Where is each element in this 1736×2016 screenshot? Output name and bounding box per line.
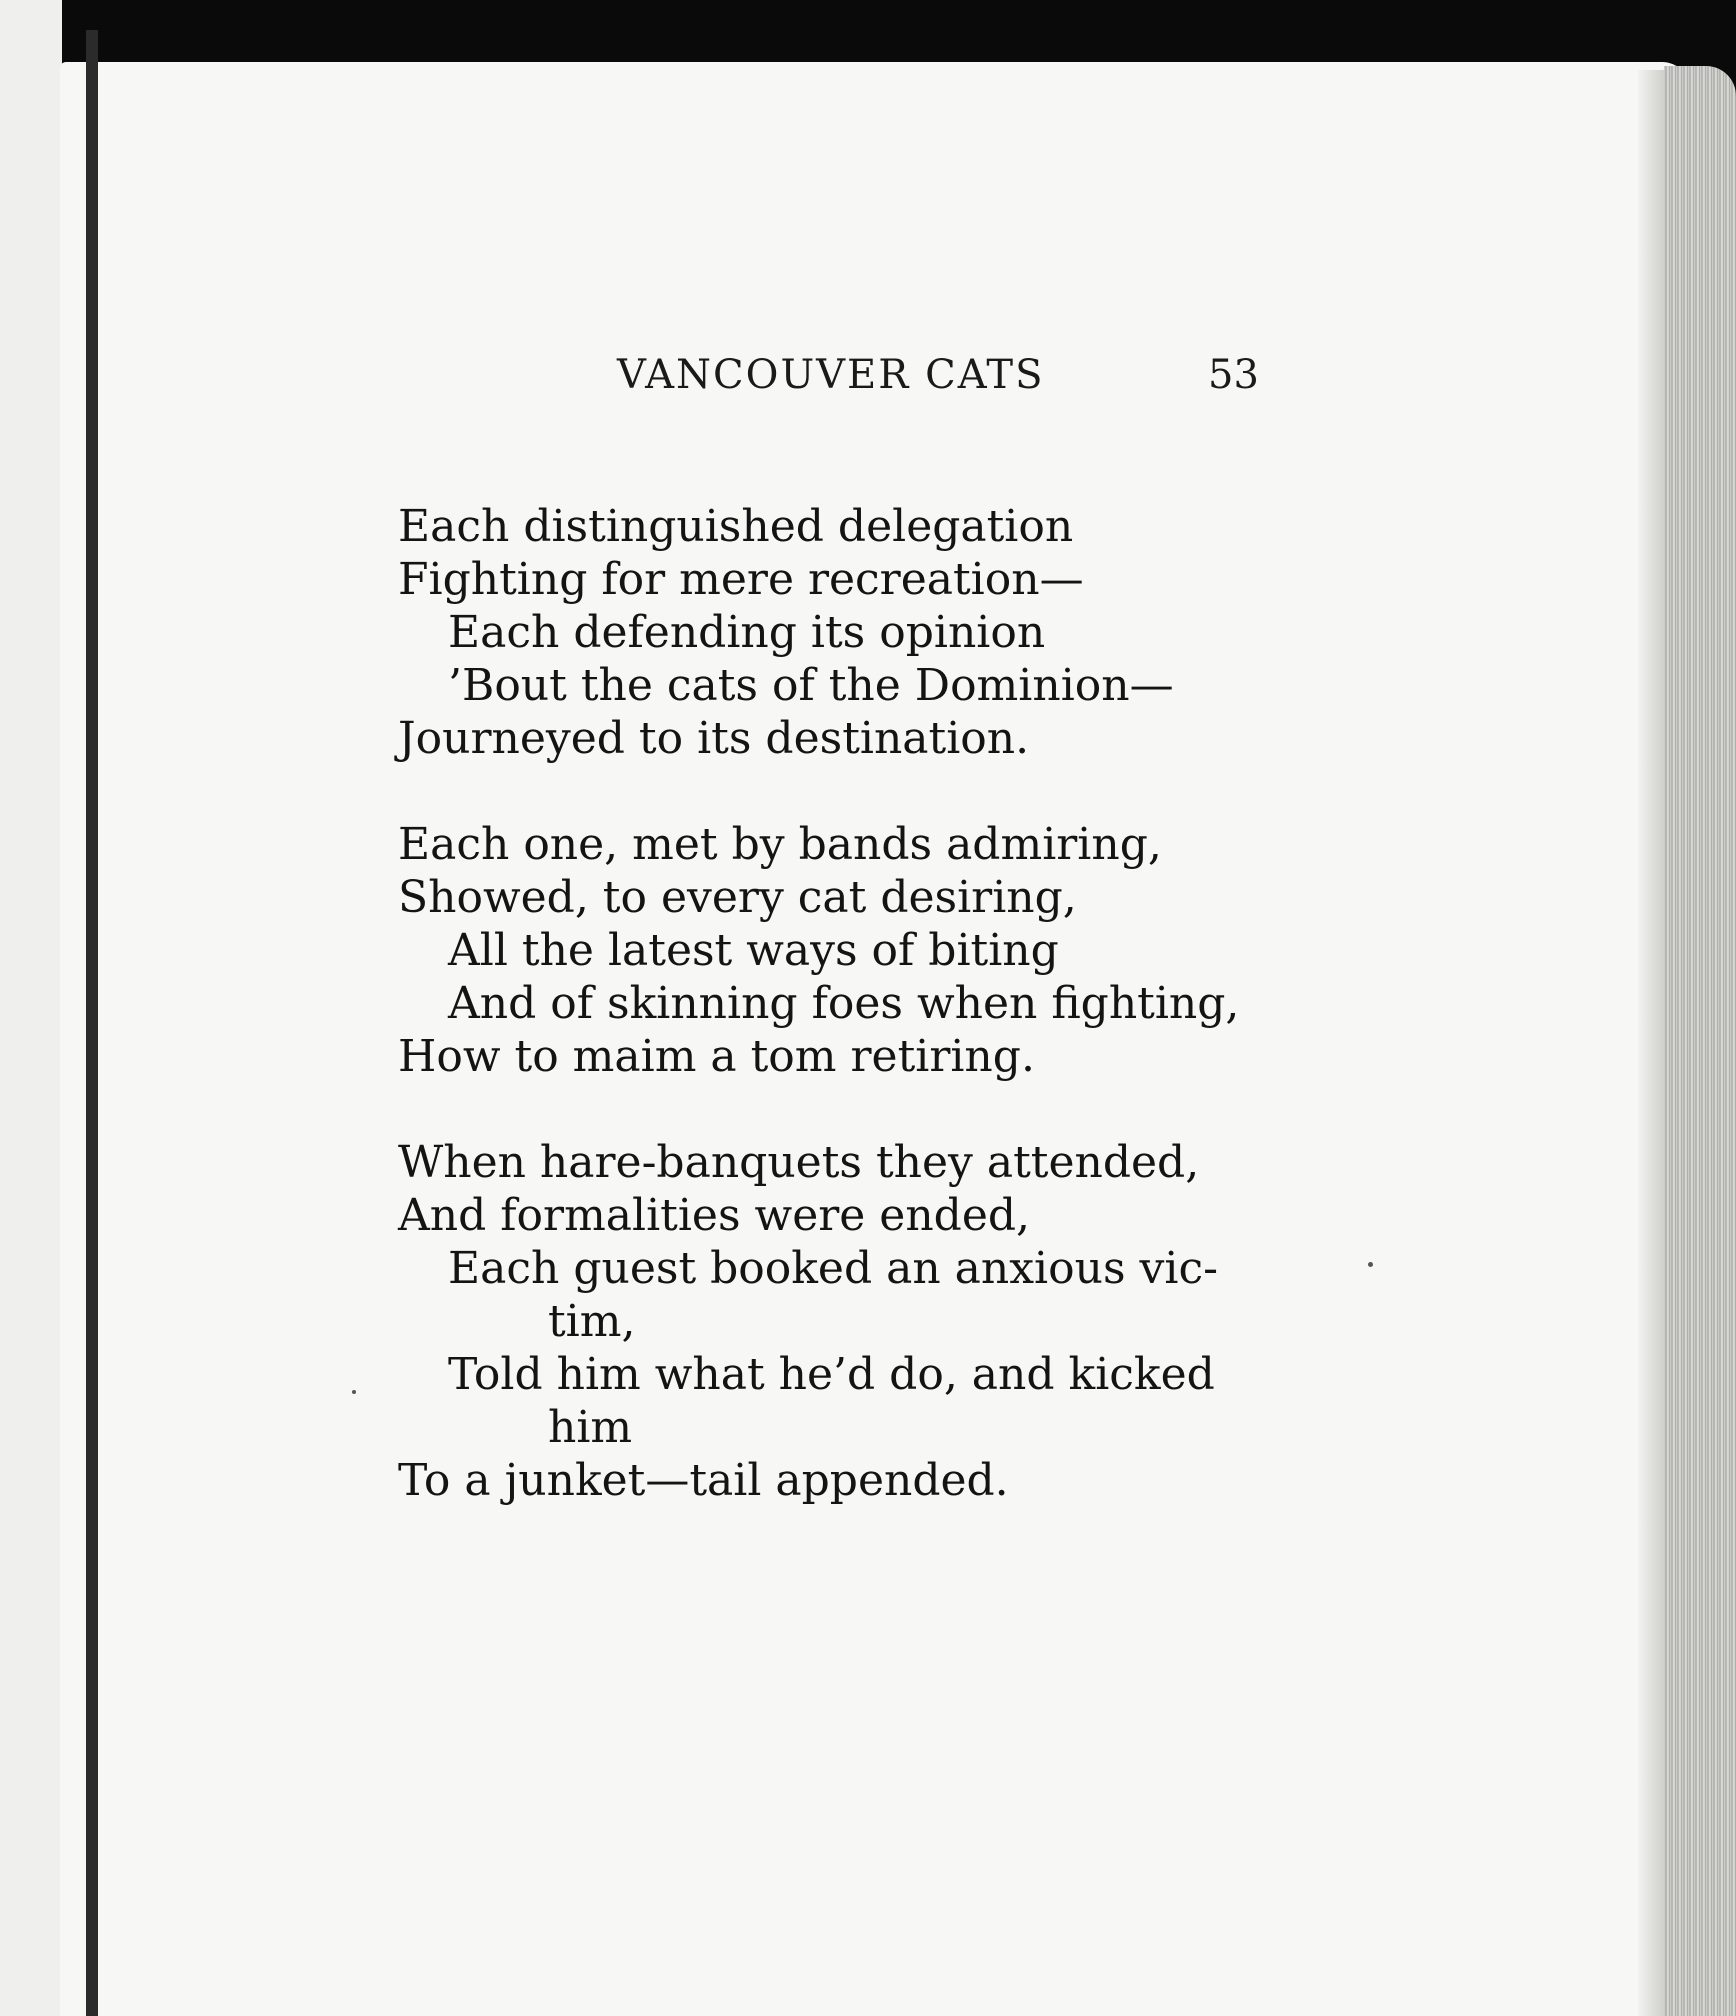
running-head: VANCOUVER CATS [617, 352, 1045, 398]
stacked-page-edges [1664, 66, 1736, 2016]
poem-line: And formalities were ended, [398, 1190, 1031, 1241]
poem-line-continuation: him [548, 1402, 633, 1453]
poem-line: Each distinguished delegation [398, 501, 1074, 552]
poem-line: To a junket—tail appended. [398, 1455, 1009, 1506]
page-edge-shadow [1638, 70, 1664, 2016]
poem-line: ’Bout the cats of the Dominion— [448, 660, 1174, 711]
paper-speck [1368, 1262, 1373, 1267]
poem-line: How to maim a tom retiring. [398, 1031, 1035, 1082]
poem [398, 500, 1338, 1560]
poem-line: Journeyed to its destination. [398, 713, 1030, 764]
poem-line: Each defending its opinion [448, 607, 1046, 658]
paper-speck [352, 1390, 356, 1394]
poem-line-continuation: tim, [548, 1296, 636, 1347]
poem-line: Each one, met by bands admiring, [398, 819, 1162, 870]
gutter-shadow-line [86, 30, 98, 2016]
facing-page-edge [0, 0, 62, 2016]
stanza [398, 500, 1338, 765]
poem-line: Fighting for mere recreation— [398, 554, 1084, 605]
poem-line: Each guest booked an anxious vic- [448, 1243, 1218, 1294]
stanza [398, 818, 1338, 1083]
poem-line: When hare-banquets they attended, [398, 1137, 1200, 1188]
poem-line: All the latest ways of biting [448, 925, 1059, 976]
poem-line: And of skinning foes when fighting, [448, 978, 1240, 1029]
page-number: 53 [1208, 352, 1259, 398]
stanza [398, 1136, 1338, 1507]
poem-line: Told him what he’d do, and kicked [448, 1349, 1215, 1400]
poem-line: Showed, to every cat desiring, [398, 872, 1077, 923]
